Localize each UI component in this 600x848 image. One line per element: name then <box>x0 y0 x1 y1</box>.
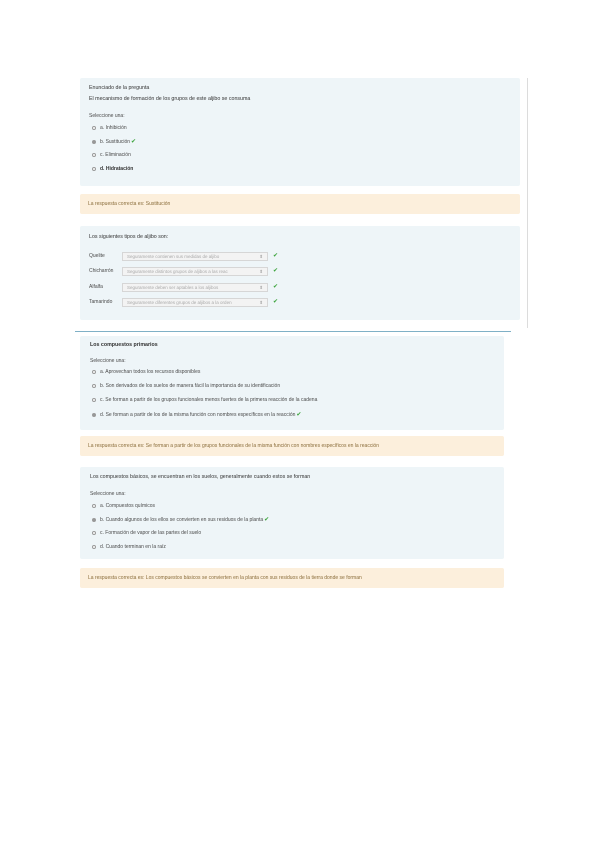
radio-button[interactable] <box>92 545 96 549</box>
radio-button[interactable] <box>92 126 96 130</box>
select-arrow-icon: ⬍ <box>259 268 263 274</box>
match-select-3[interactable]: Seguramente deben ser aptables a los aljibos ⬍ <box>122 283 268 292</box>
radio-button[interactable] <box>92 531 96 535</box>
radio-button[interactable] <box>92 140 96 144</box>
match-label-1: Quelite <box>89 253 105 259</box>
match-select-1[interactable]: Seguramente contienen sus medidas de aljibo ⬍ <box>122 252 268 261</box>
q1-option-a[interactable]: a. Inhibición <box>92 125 127 131</box>
radio-button[interactable] <box>92 413 96 417</box>
radio-button[interactable] <box>92 398 96 402</box>
q4-option-d[interactable]: d. Cuando terminan en la raíz <box>92 544 166 550</box>
q4-option-b[interactable]: b. Cuando algunos de los ellos se convierten en sus residuos de la planta✔ <box>92 516 269 523</box>
q4-option-a[interactable]: a. Compuestos químicos <box>92 503 155 509</box>
check-icon: ✔ <box>273 284 279 290</box>
match-label-2: Chicharrón <box>89 268 114 274</box>
question-3-text: Los compuestos primarios <box>90 342 158 348</box>
question-4-text: Los compuestos básicos, se encuentran en los suelos, generalmente cuando estos se forman <box>90 474 311 480</box>
match-select-4[interactable]: Seguramente diferentes grupos de aljibos a la orden ⬍ <box>122 298 268 307</box>
q1-option-d[interactable]: d. Hidratación <box>92 166 133 172</box>
select-arrow-icon: ⬍ <box>259 284 263 290</box>
q3-option-b[interactable]: b. Son derivados de los suelos de manera fácil la importancia de su identificación <box>92 383 280 389</box>
question-1-card <box>80 78 520 186</box>
radio-button[interactable] <box>92 167 96 171</box>
match-label-4: Tamarindo <box>89 299 113 305</box>
match-label-3: Alfalfa <box>89 284 103 290</box>
check-icon: ✔ <box>273 253 279 259</box>
radio-button[interactable] <box>92 384 96 388</box>
match-select-2[interactable]: Seguramente distintos grupos de aljibos a las reac ⬍ <box>122 267 268 276</box>
radio-button[interactable] <box>92 370 96 374</box>
check-icon: ✔ <box>264 517 270 523</box>
question-2-text: Los siguientes tipos de aljibo son: <box>89 234 169 240</box>
question-4-feedback: La respuesta correcta es: Los compuestos básicos se convierten en la planta con sus residuos de la tierra donde se forman <box>80 568 504 588</box>
q3-option-a[interactable]: a. Aprovechan todos los recursos disponibles <box>92 369 200 375</box>
page-break-divider <box>75 331 511 332</box>
check-icon: ✔ <box>131 139 137 145</box>
q1-option-b[interactable]: b. Sustitución✔ <box>92 138 136 145</box>
check-icon: ✔ <box>273 299 279 305</box>
select-arrow-icon: ⬍ <box>259 253 263 259</box>
radio-button[interactable] <box>92 153 96 157</box>
radio-button[interactable] <box>92 518 96 522</box>
check-icon: ✔ <box>296 412 302 418</box>
question-1-text: El mecanismo de formación de los grupos de este aljibo se consuma <box>89 96 251 102</box>
question-1-title: Enunciado de la pregunta <box>89 85 150 91</box>
question-1-feedback: La respuesta correcta es: Sustitución <box>80 194 520 214</box>
question-4-prompt: Seleccione una: <box>90 491 126 497</box>
q1-option-c[interactable]: c. Eliminación <box>92 152 131 158</box>
q3-option-c[interactable]: c. Se forman a partir de los grupos funcionales menos fuertes de la primera reacción de la cadena <box>92 397 317 403</box>
q4-option-c[interactable]: c. Formación de vapor de las partes del suelo <box>92 530 201 536</box>
question-3-feedback: La respuesta correcta es: Se forman a partir de los grupos funcionales de la misma función con nombres específicos en la reacción <box>80 436 504 456</box>
check-icon: ✔ <box>273 268 279 274</box>
question-1-prompt: Seleccione una: <box>89 113 125 119</box>
q3-option-d[interactable]: d. Se forman a partir de los de la misma función con nombres específicos en la reacción✔ <box>92 411 301 418</box>
page-edge-divider <box>527 78 528 328</box>
radio-button[interactable] <box>92 504 96 508</box>
question-3-prompt: Seleccione una: <box>90 358 126 364</box>
select-arrow-icon: ⬍ <box>259 299 263 305</box>
